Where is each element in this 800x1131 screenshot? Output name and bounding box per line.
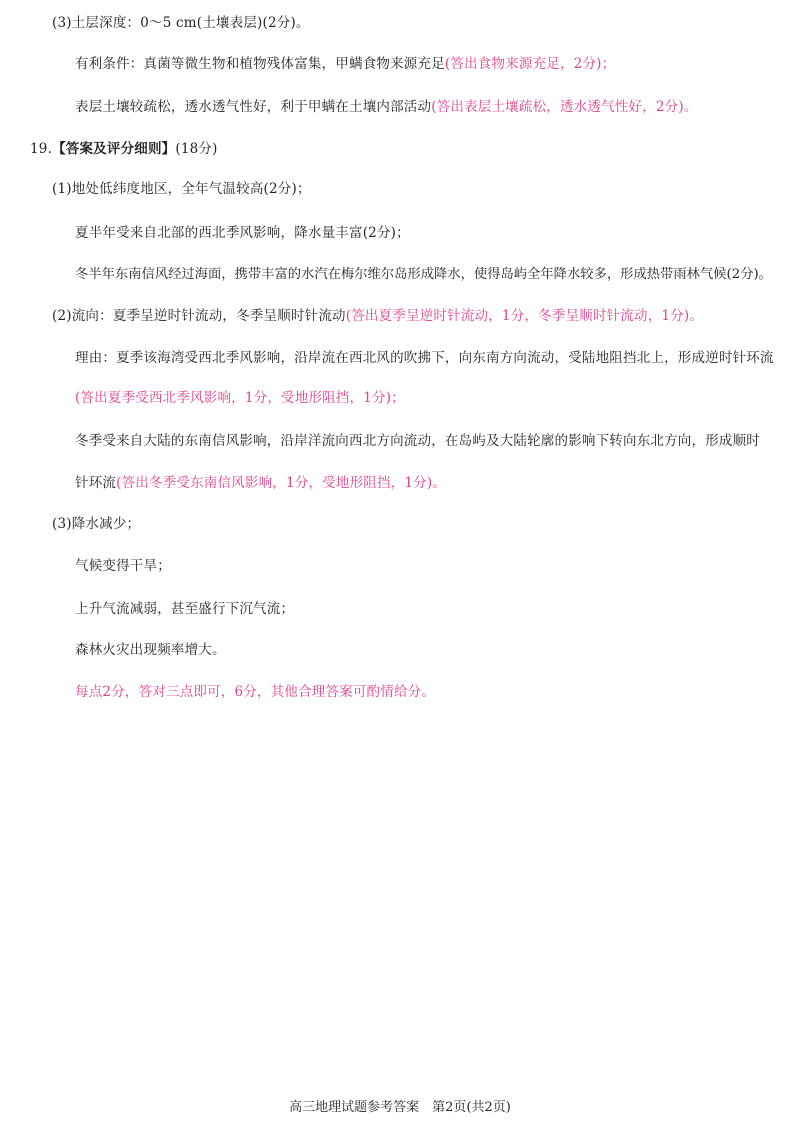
- q19-2-reason-winter-scoring: (答出冬季受东南信风影响，1分，受地形阻挡，1分)。: [116, 475, 447, 491]
- q18-3-depth: (3)土层深度：0～5 cm(土壤表层)(2分)。: [52, 15, 310, 31]
- q18-3-condition-1: [75, 55, 615, 73]
- q19-3-line-1: (3)降水减少；: [52, 516, 141, 532]
- q19-3-line-3: 上升气流减弱，甚至盛行下沉气流；: [75, 601, 295, 617]
- q19-2-flow-scoring: (答出夏季呈逆时针流动，1分，冬季呈顺时针流动，1分)。: [345, 308, 704, 324]
- q19-2-reason-summer-scoring: (答出夏季受西北季风影响，1分，受地形阻挡，1分)；: [75, 390, 405, 406]
- q19-heading: [30, 140, 218, 158]
- q19-number: 19.: [30, 141, 53, 157]
- page-footer: 高三地理试题参考答案 第2页(共2页): [289, 1100, 511, 1115]
- q19-heading-title: 【答案及评分细则】: [52, 141, 176, 157]
- q19-2-reason-winter-line-1: 冬季受来自大陆的东南信风影响，沿岸洋流向西北方向流动，在岛屿及大陆轮廓的影响下转向东北方向，形成顺时: [75, 433, 760, 449]
- q19-3-line-4: 森林火灾出现频率增大。: [75, 642, 226, 658]
- q19-2-flow-text: (2)流向：夏季呈逆时针流动，冬季呈顺时针流动: [52, 308, 346, 324]
- q18-3-condition-1-scoring: (答出食物来源充足，2分)；: [444, 56, 616, 72]
- q18-3-condition-1-text: 有利条件：真菌等微生物和植物残体富集，甲螨食物来源充足: [75, 56, 445, 72]
- q19-3-line-2: 气候变得干旱；: [75, 558, 171, 574]
- q19-2-flow: [52, 307, 703, 325]
- q19-3-scoring-note: 每点2分，答对三点即可，6分，其他合理答案可酌情给分。: [75, 684, 436, 700]
- q19-2-reason-winter-line-2: [75, 474, 446, 492]
- q19-1-line-1: (1)地处低纬度地区，全年气温较高(2分)；: [52, 181, 311, 197]
- q18-3-condition-2-text: 表层土壤较疏松，透水透气性好，利于甲螨在土壤内部活动: [75, 99, 432, 115]
- q19-1-line-2: 夏半年受来自北部的西北季风影响，降水量丰富(2分)；: [75, 225, 410, 241]
- q18-3-condition-2-scoring: (答出表层土壤疏松，透水透气性好，2分)。: [431, 99, 698, 115]
- q19-total-score: (18分): [175, 141, 218, 157]
- q19-2-reason-winter-text: 针环流: [75, 475, 117, 491]
- q19-1-line-3: 冬半年东南信风经过海面，携带丰富的水汽在梅尔维尔岛形成降水，使得岛屿全年降水较多，形成热带雨林气候(2分)。: [75, 267, 772, 282]
- q18-3-condition-2: [75, 98, 698, 116]
- q19-2-reason-summer: 理由：夏季该海湾受西北季风影响，沿岸流在西北风的吹拂下，向东南方向流动，受陆地阻挡北上，形成逆时针环流: [75, 350, 774, 366]
